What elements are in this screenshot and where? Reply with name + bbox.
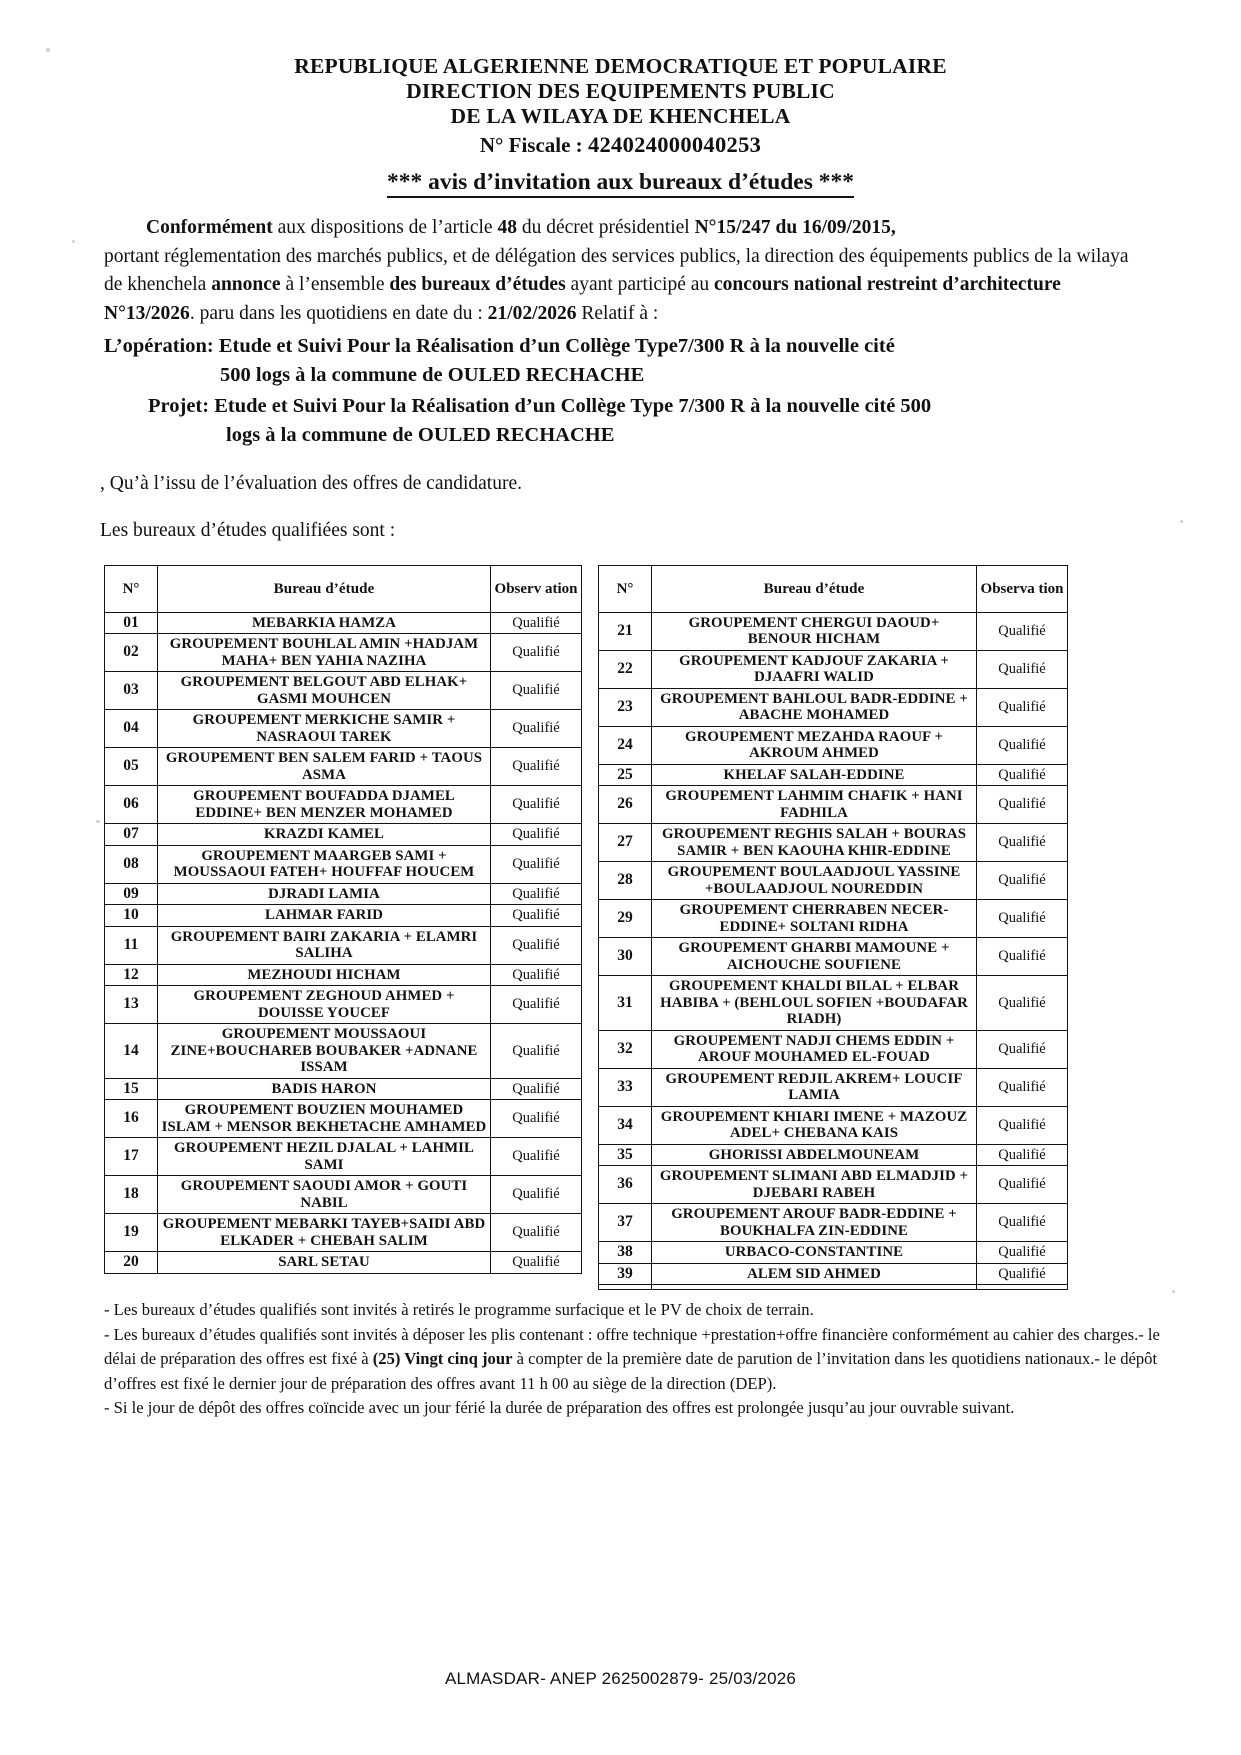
row-bureau-name: GROUPEMENT MOUSSAOUI ZINE+BOUCHAREB BOUBAKER +ADNANE ISSAM [158, 1024, 491, 1079]
row-number: 16 [105, 1100, 158, 1138]
row-bureau-name: LAHMAR FARID [158, 905, 491, 927]
table-row [599, 938, 1068, 976]
row-bureau-name: GROUPEMENT HEZIL DJALAL + LAHMIL SAMI [158, 1138, 491, 1176]
table-row [599, 1144, 1068, 1166]
header-line-wilaya: DE LA WILAYA DE KHENCHELA [450, 104, 791, 128]
row-number: 19 [105, 1214, 158, 1252]
row-observation: Qualifié [977, 1263, 1068, 1285]
row-number: 36 [599, 1166, 652, 1204]
row-number: 03 [105, 672, 158, 710]
row-observation: Qualifié [977, 824, 1068, 862]
intro-publication-date: 21/02/2026 [487, 302, 577, 324]
table-row [105, 905, 582, 927]
table-row [105, 1252, 582, 1274]
table-row [599, 1068, 1068, 1106]
row-bureau-name: DJRADI LAMIA [158, 883, 491, 905]
row-number: 29 [599, 900, 652, 938]
header-line-country: REPUBLIQUE ALGERIENNE DEMOCRATIQUE ET POPULAIRE [294, 54, 947, 78]
table-row [105, 786, 582, 824]
row-observation: Qualifié [491, 926, 582, 964]
row-bureau-name: GROUPEMENT BEN SALEM FARID + TAOUS ASMA [158, 748, 491, 786]
row-observation: Qualifié [977, 1068, 1068, 1106]
row-bureau-name [652, 1285, 977, 1290]
qualified-table-right [598, 565, 1068, 1291]
table-row [599, 976, 1068, 1031]
row-observation: Qualifié [977, 764, 1068, 786]
row-number: 24 [599, 726, 652, 764]
intro-paragraph [104, 214, 1145, 328]
table-row [599, 786, 1068, 824]
row-number: 04 [105, 710, 158, 748]
operation-block [104, 332, 1241, 390]
projet-label: Projet: [148, 395, 210, 417]
row-observation: Qualifié [977, 862, 1068, 900]
row-observation: Qualifié [491, 672, 582, 710]
row-bureau-name: GROUPEMENT MAARGEB SAMI + MOUSSAOUI FATEH+ HOUFFAF HOUCEM [158, 845, 491, 883]
row-observation: Qualifié [491, 1176, 582, 1214]
row-bureau-name: GROUPEMENT CHERGUI DAOUD+ BENOUR HICHAM [652, 612, 977, 650]
document-header [0, 0, 1241, 196]
row-number: 11 [105, 926, 158, 964]
column-header-bureau: Bureau d’étude [652, 565, 977, 612]
column-header-bureau: Bureau d’étude [158, 565, 491, 612]
row-bureau-name: GHORISSI ABDELMOUNEAM [652, 1144, 977, 1166]
scan-speck [72, 240, 75, 243]
intro-text-1: aux dispositions de l’article [272, 217, 498, 238]
scan-speck [1180, 520, 1183, 523]
row-number: 08 [105, 845, 158, 883]
row-bureau-name: GROUPEMENT BOUZIEN MOUHAMED ISLAM + MENSOR BEKHETACHE AMHAMED [158, 1100, 491, 1138]
column-header-observation: Observa tion [977, 565, 1068, 612]
row-number: 15 [105, 1078, 158, 1100]
table-row [599, 1263, 1068, 1285]
row-bureau-name: GROUPEMENT SAOUDI AMOR + GOUTI NABIL [158, 1176, 491, 1214]
row-observation: Qualifié [491, 905, 582, 927]
table-row [599, 688, 1068, 726]
fiscal-label: N° Fiscale : [479, 133, 588, 157]
qualified-table-left [104, 565, 582, 1274]
table-row [599, 1204, 1068, 1242]
row-bureau-name: GROUPEMENT MEBARKI TAYEB+SAIDI ABD ELKADER + CHEBAH SALIM [158, 1214, 491, 1252]
row-bureau-name: GROUPEMENT BOUHLAL AMIN +HADJAM MAHA+ BEN YAHIA NAZIHA [158, 634, 491, 672]
row-observation: Qualifié [491, 1078, 582, 1100]
intro-text-4: à l’ensemble [280, 274, 390, 295]
row-number: 35 [599, 1144, 652, 1166]
intro-bureaux-etudes: des bureaux d’études [389, 274, 566, 295]
row-number: 32 [599, 1030, 652, 1068]
row-bureau-name: GROUPEMENT KHALDI BILAL + ELBAR HABIBA + (BEHLOUL SOFIEN +BOUDAFAR RIADH) [652, 976, 977, 1031]
table-row [105, 926, 582, 964]
note-depot [104, 1323, 1171, 1397]
row-number: 02 [105, 634, 158, 672]
projet-text: Etude et Suivi Pour la Réalisation d’un Collège Type 7/300 R à la nouvelle cité 500 [209, 395, 932, 417]
row-bureau-name: GROUPEMENT NADJI CHEMS EDDIN + AROUF MOUHAMED EL-FOUAD [652, 1030, 977, 1068]
row-bureau-name: GROUPEMENT BOUFADDA DJAMEL EDDINE+ BEN MENZER MOHAMED [158, 786, 491, 824]
note-jour-ferie: - Si le jour de dépôt des offres coïncide avec un jour férié la durée de préparation des offres est prolongée jusqu’au jour ouvrable suivant. [104, 1398, 1015, 1417]
row-bureau-name: GROUPEMENT KHIARI IMENE + MAZOUZ ADEL+ CHEBANA KAIS [652, 1106, 977, 1144]
qualified-tables [0, 565, 1241, 1291]
table-row [105, 1078, 582, 1100]
table-row [105, 964, 582, 986]
table-row [599, 1242, 1068, 1264]
column-header-num: N° [599, 565, 652, 612]
fiscal-number-line [0, 131, 1241, 159]
scan-speck [1172, 1290, 1175, 1293]
row-number: 31 [599, 976, 652, 1031]
note-depot-text-2: à compter de la première date de parution de l’invitation dans les quotidiens nationaux.- le dépôt d’offres est fixé le dernier jour de préparation des offres avant 11 h 00 au siège de la direction (DEP). [104, 1349, 1158, 1393]
row-number: 13 [105, 986, 158, 1024]
footer-notes [104, 1298, 1171, 1421]
table-row [599, 1106, 1068, 1144]
row-number: 05 [105, 748, 158, 786]
row-bureau-name: GROUPEMENT REGHIS SALAH + BOURAS SAMIR + BEN KAOUHA KHIR-EDDINE [652, 824, 977, 862]
row-observation: Qualifié [491, 786, 582, 824]
row-bureau-name: GROUPEMENT BELGOUT ABD ELHAK+ GASMI MOUHCEN [158, 672, 491, 710]
table-row [105, 1024, 582, 1079]
row-observation: Qualifié [491, 845, 582, 883]
row-bureau-name: GROUPEMENT AROUF BADR-EDDINE + BOUKHALFA ZIN-EDDINE [652, 1204, 977, 1242]
table-row [105, 748, 582, 786]
page-title-text: *** avis d’invitation aux bureaux d’études *** [387, 169, 854, 198]
table-row [599, 862, 1068, 900]
column-header-observation: Observ ation [491, 565, 582, 612]
row-observation: Qualifié [491, 964, 582, 986]
row-bureau-name: GROUPEMENT KADJOUF ZAKARIA + DJAAFRI WALID [652, 650, 977, 688]
row-number: 21 [599, 612, 652, 650]
row-observation: Qualifié [977, 726, 1068, 764]
row-observation: Qualifié [491, 986, 582, 1024]
header-line-direction: DIRECTION DES EQUIPEMENTS PUBLIC [406, 79, 835, 103]
row-number: 12 [105, 964, 158, 986]
row-observation: Qualifié [977, 1144, 1068, 1166]
row-observation: Qualifié [977, 976, 1068, 1031]
intro-line-1 [104, 214, 1145, 243]
row-number: 01 [105, 612, 158, 634]
intro-text-2: du décret présidentiel [516, 217, 695, 238]
row-observation: Qualifié [491, 710, 582, 748]
intro-text-7: Relatif à : [576, 302, 659, 324]
row-bureau-name: GROUPEMENT SLIMANI ABD ELMADJID + DJEBARI RABEH [652, 1166, 977, 1204]
projet-text-line2: logs à la commune de OULED RECHACHE [226, 424, 615, 446]
row-observation: Qualifié [977, 1204, 1068, 1242]
intro-text-3: portant réglementation des marchés publics, et de délégation des services publics, la direction des équipements publics de la wilaya de khenchela [104, 245, 1129, 295]
row-observation: Qualifié [491, 1024, 582, 1079]
table-header-row [105, 565, 582, 612]
row-observation: Qualifié [491, 748, 582, 786]
intro-annonce: annonce [211, 274, 281, 295]
note-retrait: - Les bureaux d’études qualifiés sont invités à retirés le programme surfacique et le PV de choix de terrain. [104, 1300, 814, 1319]
table-row [105, 845, 582, 883]
row-bureau-name: KRAZDI KAMEL [158, 824, 491, 846]
table-row [105, 883, 582, 905]
table-row [105, 1138, 582, 1176]
projet-block [148, 392, 1241, 450]
row-observation: Qualifié [977, 786, 1068, 824]
row-bureau-name: GROUPEMENT MERKICHE SAMIR + NASRAOUI TAREK [158, 710, 491, 748]
anep-reference: ALMASDAR- ANEP 2625002879- 25/03/2026 [444, 1669, 797, 1688]
table-row [599, 1166, 1068, 1204]
row-bureau-name: GROUPEMENT BAHLOUL BADR-EDDINE + ABACHE MOHAMED [652, 688, 977, 726]
row-number: 25 [599, 764, 652, 786]
row-bureau-name: URBACO-CONSTANTINE [652, 1242, 977, 1264]
note-depot-text-1: - Les bureaux d’études qualifiés sont invités à déposer les plis contenant : offre technique +prestation+offre financière conformément au cahier des charges.- le délai de préparation des offres est fixé à [104, 1324, 1160, 1368]
row-number: 06 [105, 786, 158, 824]
evaluation-line-1: , Qu’à l’issu de l’évaluation des offres de candidature. [100, 472, 522, 494]
row-observation: Qualifié [977, 1030, 1068, 1068]
intro-line-2 [104, 243, 1145, 329]
table-row [599, 824, 1068, 862]
row-bureau-name: MEBARKIA HAMZA [158, 612, 491, 634]
row-number: 38 [599, 1242, 652, 1264]
row-number: 27 [599, 824, 652, 862]
table-row [105, 612, 582, 634]
row-number: 22 [599, 650, 652, 688]
table-header-row [599, 565, 1068, 612]
table-row [105, 634, 582, 672]
row-observation: Qualifié [491, 1214, 582, 1252]
row-observation: Qualifié [491, 612, 582, 634]
table-row [599, 612, 1068, 650]
row-number: 18 [105, 1176, 158, 1214]
row-observation: Qualifié [977, 688, 1068, 726]
note-delai-value: (25) Vingt cinq jour [372, 1349, 513, 1368]
row-observation: Qualifié [977, 612, 1068, 650]
row-observation: Qualifié [977, 650, 1068, 688]
evaluation-line-2: Les bureaux d’études qualifiées sont : [100, 520, 396, 541]
row-number: 34 [599, 1106, 652, 1144]
row-number: 09 [105, 883, 158, 905]
row-number: 28 [599, 862, 652, 900]
row-observation: Qualifié [977, 1242, 1068, 1264]
row-observation: Qualifié [491, 883, 582, 905]
page-title [0, 168, 1241, 196]
row-observation: Qualifié [977, 900, 1068, 938]
row-number: 07 [105, 824, 158, 846]
row-bureau-name: GROUPEMENT MEZAHDA RAOUF + AKROUM AHMED [652, 726, 977, 764]
row-bureau-name: GROUPEMENT REDJIL AKREM+ LOUCIF LAMIA [652, 1068, 977, 1106]
row-bureau-name: GROUPEMENT GHARBI MAMOUNE + AICHOUCHE SOUFIENE [652, 938, 977, 976]
row-observation [977, 1285, 1068, 1290]
row-observation: Qualifié [977, 1166, 1068, 1204]
row-observation: Qualifié [491, 1100, 582, 1138]
row-bureau-name: GROUPEMENT BAIRI ZAKARIA + ELAMRI SALIHA [158, 926, 491, 964]
table-row [105, 710, 582, 748]
row-number: 26 [599, 786, 652, 824]
table-body-left [105, 612, 582, 1273]
row-bureau-name: GROUPEMENT BOULAADJOUL YASSINE +BOULAADJOUL NOUREDDIN [652, 862, 977, 900]
table-row [105, 672, 582, 710]
row-observation: Qualifié [491, 1252, 582, 1274]
table-row [105, 986, 582, 1024]
table-row [599, 1030, 1068, 1068]
table-row [599, 900, 1068, 938]
row-observation: Qualifié [491, 1138, 582, 1176]
table-row [599, 764, 1068, 786]
row-number: 17 [105, 1138, 158, 1176]
operation-label: L’opération: [104, 335, 214, 357]
table-row [599, 1285, 1068, 1290]
table-row [105, 824, 582, 846]
row-number: 14 [105, 1024, 158, 1079]
row-bureau-name: GROUPEMENT LAHMIM CHAFIK + HANI FADHILA [652, 786, 977, 824]
row-bureau-name: MEZHOUDI HICHAM [158, 964, 491, 986]
row-number [599, 1285, 652, 1290]
row-number: 23 [599, 688, 652, 726]
row-bureau-name: ALEM SID AHMED [652, 1263, 977, 1285]
row-bureau-name: GROUPEMENT CHERRABEN NECER-EDDINE+ SOLTANI RIDHA [652, 900, 977, 938]
intro-decree-reference: N°15/247 du 16/09/2015, [694, 217, 896, 238]
row-observation: Qualifié [491, 634, 582, 672]
row-bureau-name: BADIS HARON [158, 1078, 491, 1100]
table-row [105, 1100, 582, 1138]
table-row [105, 1176, 582, 1214]
operation-text-line2: 500 logs à la commune de OULED RECHACHE [220, 364, 645, 386]
row-number: 37 [599, 1204, 652, 1242]
table-body-right [599, 612, 1068, 1290]
row-bureau-name: KHELAF SALAH-EDDINE [652, 764, 977, 786]
table-row [599, 650, 1068, 688]
intro-conformement: Conformément [146, 217, 273, 238]
row-observation: Qualifié [977, 1106, 1068, 1144]
row-observation: Qualifié [491, 824, 582, 846]
evaluation-note [100, 470, 1145, 546]
operation-text: Etude et Suivi Pour la Réalisation d’un Collège Type7/300 R à la nouvelle cité [213, 335, 895, 357]
intro-text-6: . paru dans les quotidiens en date du : [189, 302, 488, 324]
intro-article-number: 48 [497, 217, 517, 238]
intro-text-5: ayant participé au [565, 274, 715, 295]
row-number: 20 [105, 1252, 158, 1274]
row-number: 33 [599, 1068, 652, 1106]
row-number: 10 [105, 905, 158, 927]
row-number: 39 [599, 1263, 652, 1285]
row-bureau-name: SARL SETAU [158, 1252, 491, 1274]
table-row [599, 726, 1068, 764]
column-header-num: N° [105, 565, 158, 612]
table-row [105, 1214, 582, 1252]
row-number: 30 [599, 938, 652, 976]
row-observation: Qualifié [977, 938, 1068, 976]
intro-concours-reference: concours national restreint d’architecture N°13/2026 [104, 274, 1061, 324]
fiscal-number: 424024000040253 [587, 132, 762, 157]
row-bureau-name: GROUPEMENT ZEGHOUD AHMED + DOUISSE YOUCEF [158, 986, 491, 1024]
